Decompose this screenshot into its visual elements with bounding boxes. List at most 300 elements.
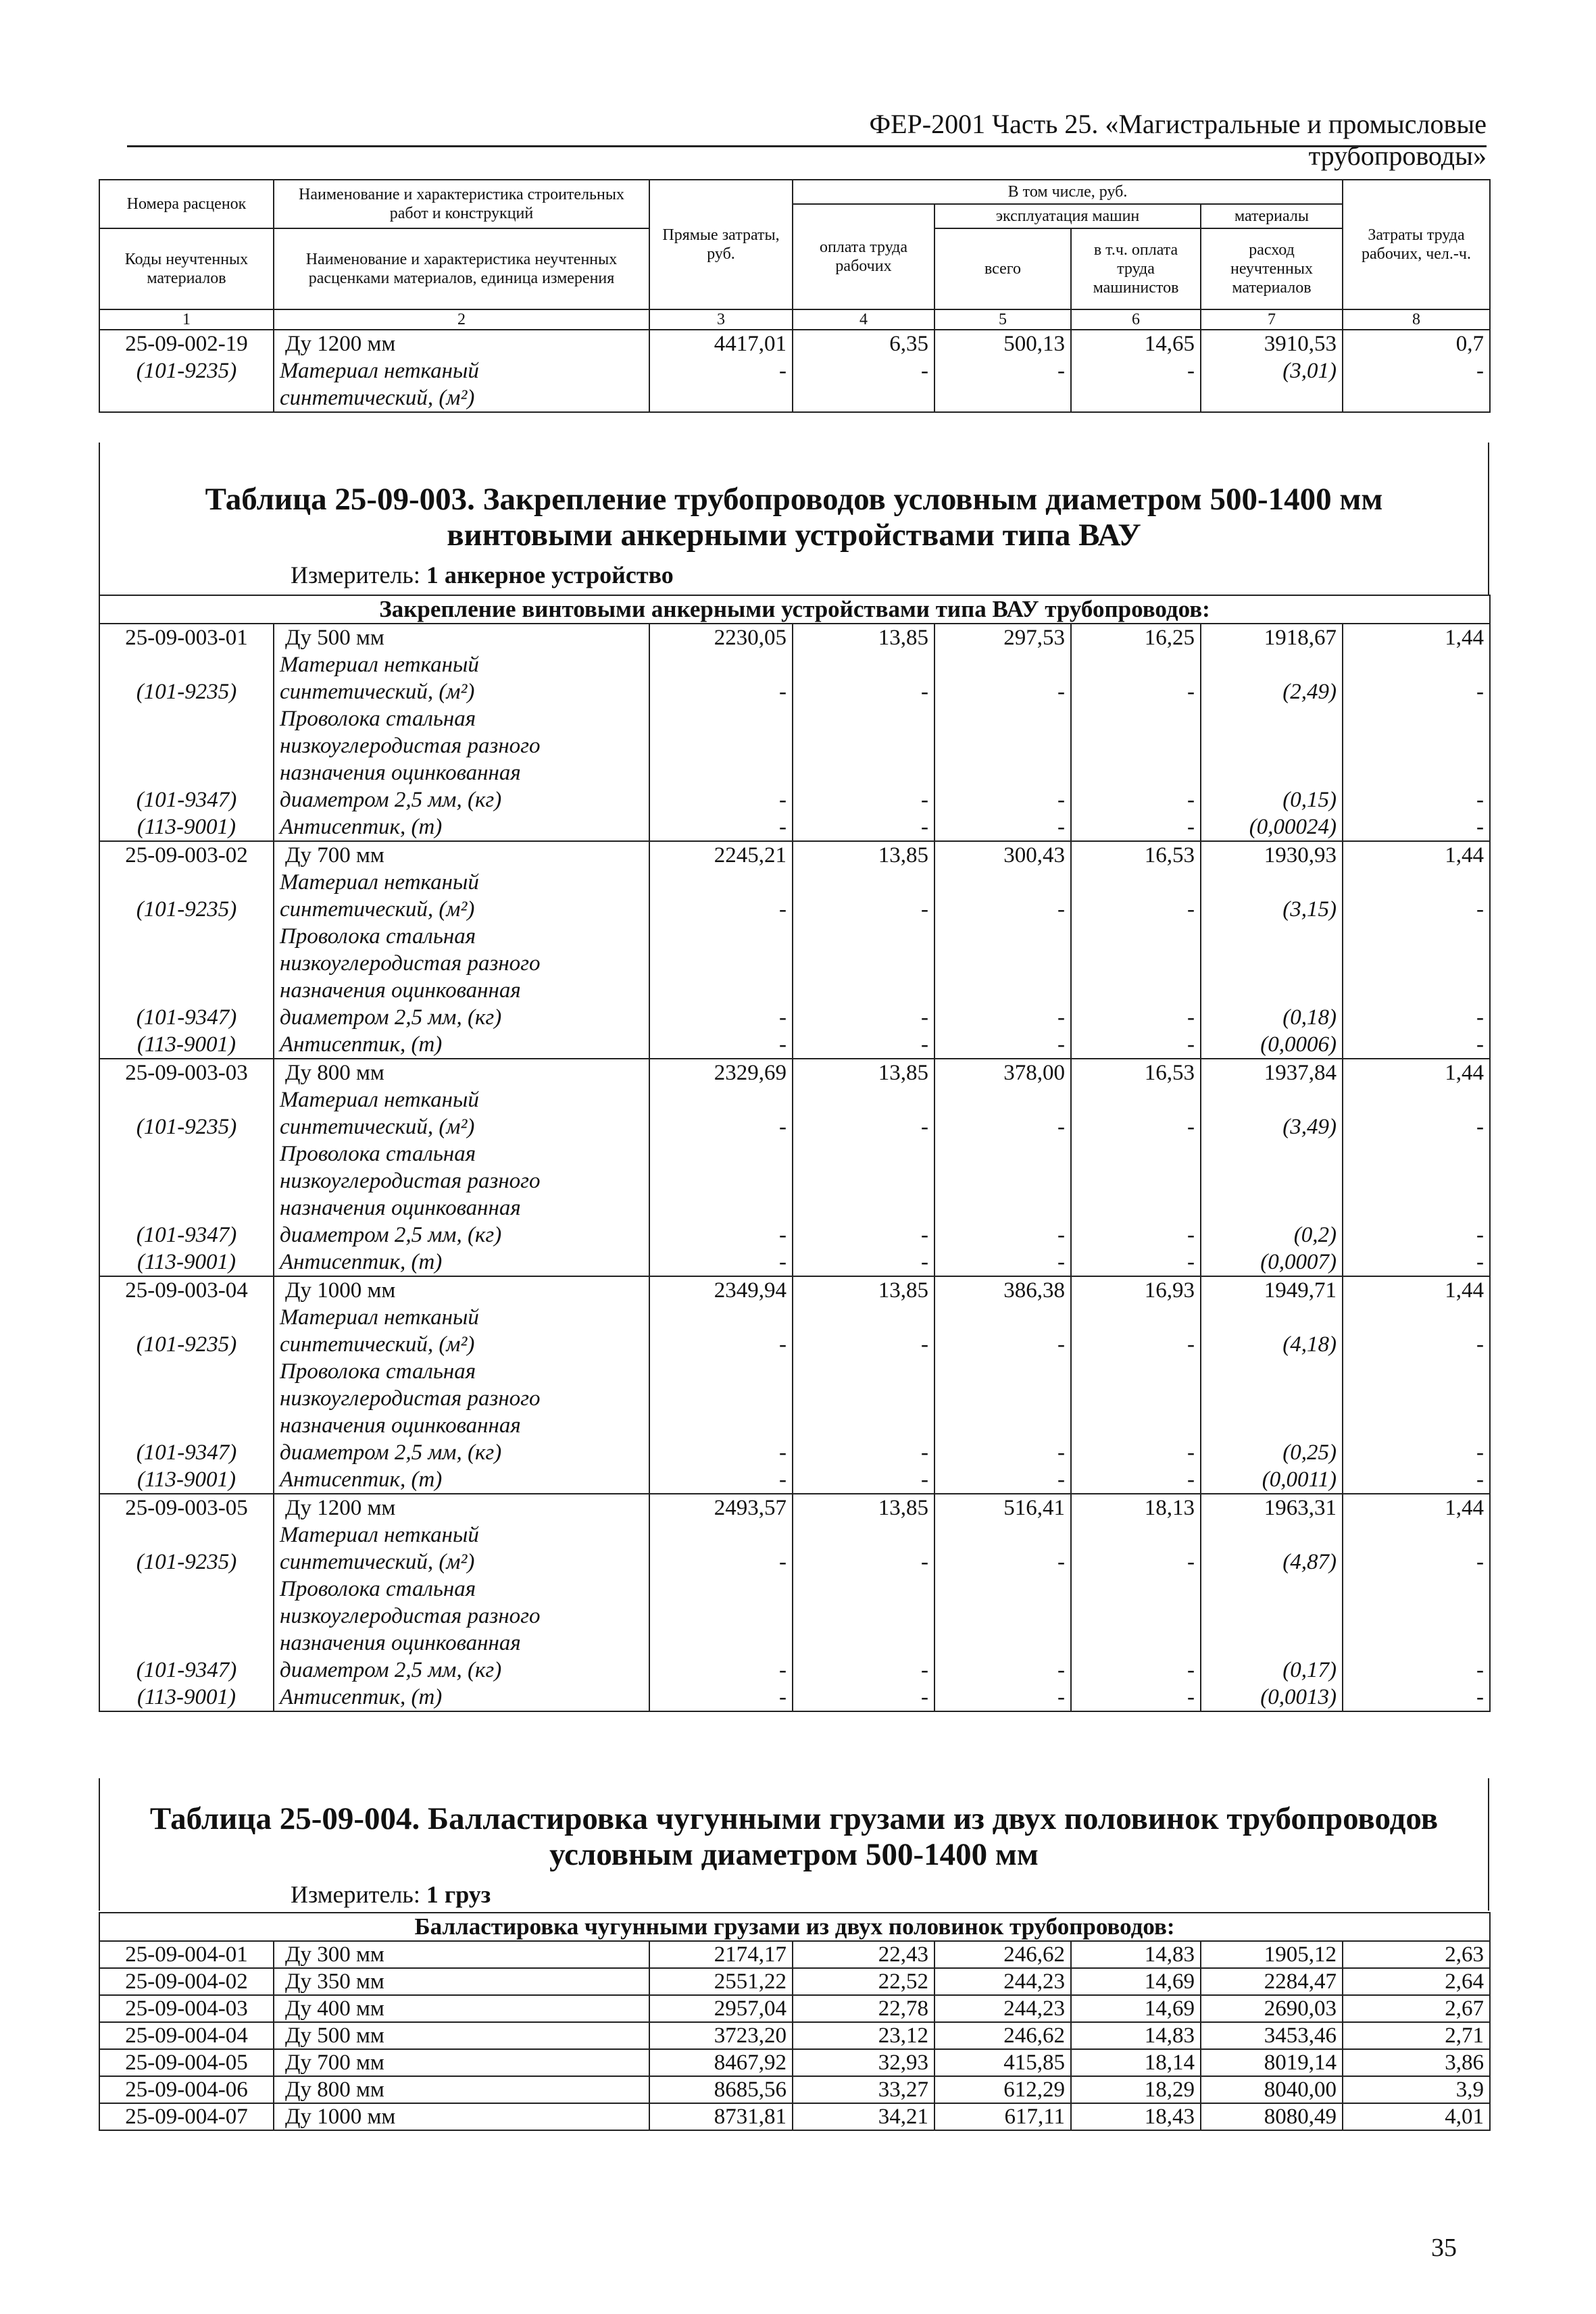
material-row — [99, 1684, 1490, 1711]
material-name-line: Материал нетканый — [280, 1523, 479, 1547]
work-name: Ду 1200 мм — [274, 330, 649, 357]
dash: - — [649, 1031, 793, 1059]
dash: - — [1071, 1249, 1201, 1276]
dash: - — [1343, 813, 1490, 841]
material-name-line: синтетический, (м²) — [280, 1550, 475, 1574]
work-name: Ду 500 мм — [274, 624, 649, 651]
dash: - — [649, 651, 793, 705]
table-row — [99, 2076, 1490, 2103]
material-name-line: синтетический, (м²) — [280, 680, 475, 704]
machine-total: 246,62 — [934, 2022, 1071, 2049]
material-name-line: назначения оцинкованная — [280, 761, 521, 785]
direct-cost: 2957,04 — [649, 1995, 793, 2022]
material-name-line: диаметром 2,5 мм, (кг) — [280, 1440, 502, 1465]
materials: 1937,84 — [1201, 1059, 1343, 1086]
material-name-line: Проволока стальная — [280, 707, 476, 731]
machinist-pay: 18,43 — [1071, 2103, 1201, 2130]
dash: - — [1071, 1576, 1201, 1684]
material-name — [274, 869, 649, 923]
rate-code: 25-09-003-03 — [99, 1059, 274, 1086]
machinist-pay: 14,83 — [1071, 2022, 1201, 2049]
material-name-line: Проволока стальная — [280, 1577, 476, 1601]
material-qty: (0,15) — [1201, 705, 1343, 813]
mach-header: эксплуатация машин — [934, 204, 1201, 228]
direct-cost: 3723,20 — [649, 2022, 793, 2049]
dash: - — [1343, 651, 1490, 705]
material-name-line: низкоуглеродистая разного — [280, 1604, 541, 1628]
labor-pay: 13,85 — [793, 1494, 934, 1521]
material-code: (101-9347) — [99, 923, 274, 1031]
dash: - — [793, 651, 934, 705]
labor-hours: 3,9 — [1343, 2076, 1490, 2103]
material-name — [274, 1086, 649, 1140]
work-name: Ду 1000 мм — [274, 2103, 649, 2130]
material-qty: (0,00024) — [1201, 813, 1343, 841]
meter-label: Измеритель: — [291, 561, 420, 588]
material-qty: (0,0006) — [1201, 1031, 1343, 1059]
machinist-pay: 14,69 — [1071, 1995, 1201, 2022]
dash: - — [649, 1521, 793, 1576]
colnum-7: 7 — [1201, 309, 1343, 330]
dash: - — [793, 1466, 934, 1494]
material-code: (101-9347) — [99, 1140, 274, 1249]
labor-hours: 1,44 — [1343, 1276, 1490, 1304]
work-name: Ду 1200 мм — [274, 1494, 649, 1521]
machine-total: 617,11 — [934, 2103, 1071, 2130]
rate-code: 25-09-004-07 — [99, 2103, 274, 2130]
material-row — [99, 1031, 1490, 1059]
dash: - — [1343, 1249, 1490, 1276]
labor-hours: 2,64 — [1343, 1968, 1490, 1995]
dash: - — [934, 1521, 1071, 1576]
direct-cost: 8685,56 — [649, 2076, 793, 2103]
labor-hours: 4,01 — [1343, 2103, 1490, 2130]
dash: - — [934, 357, 1071, 412]
dash: - — [649, 869, 793, 923]
dash: - — [1071, 869, 1201, 923]
material-row — [99, 869, 1490, 923]
dash: - — [793, 1304, 934, 1358]
table-row — [99, 2022, 1490, 2049]
running-header: ФЕР-2001 Часть 25. «Магистральные и промысловые трубопроводы» — [869, 109, 1487, 171]
material-name-line: Материал нетканый — [280, 359, 479, 383]
dash: - — [1071, 1521, 1201, 1576]
material-name-line: Проволока стальная — [280, 1142, 476, 1166]
colnum-8: 8 — [1343, 309, 1490, 330]
dash: - — [1343, 1684, 1490, 1711]
material-name — [274, 813, 649, 841]
dash: - — [1071, 1358, 1201, 1466]
colnum-3: 3 — [649, 309, 793, 330]
dash: - — [934, 651, 1071, 705]
material-code: (101-9235) — [99, 1304, 274, 1358]
rate-code: 25-09-003-02 — [99, 841, 274, 869]
material-row — [99, 923, 1490, 1031]
materials: 1905,12 — [1201, 1941, 1343, 1968]
table-row — [99, 330, 1490, 357]
material-name-line: диаметром 2,5 мм, (кг) — [280, 1005, 502, 1030]
dash: - — [649, 1684, 793, 1711]
material-row — [99, 1249, 1490, 1276]
work-name: Ду 700 мм — [274, 2049, 649, 2076]
work-name: Ду 700 мм — [274, 841, 649, 869]
table4-meter — [291, 1880, 491, 1909]
colnum-2: 2 — [274, 309, 649, 330]
materials: 1949,71 — [1201, 1276, 1343, 1304]
dash: - — [1343, 1031, 1490, 1059]
labor-pay: 13,85 — [793, 1059, 934, 1086]
work-name: Ду 500 мм — [274, 2022, 649, 2049]
dash: - — [793, 1086, 934, 1140]
material-code: (101-9235) — [99, 869, 274, 923]
material-row — [99, 1466, 1490, 1494]
dash: - — [649, 357, 793, 412]
material-row — [99, 651, 1490, 705]
material-name-line: синтетический, (м²) — [280, 386, 475, 410]
colnum-5: 5 — [934, 309, 1071, 330]
table-row — [99, 2049, 1490, 2076]
dash: - — [934, 1466, 1071, 1494]
machine-total: 500,13 — [934, 330, 1071, 357]
dash: - — [649, 1576, 793, 1684]
material-name-line: диаметром 2,5 мм, (кг) — [280, 788, 502, 812]
material-row — [99, 813, 1490, 841]
dash: - — [1343, 357, 1490, 412]
rate-code: 25-09-004-02 — [99, 1968, 274, 1995]
labor-hours: 2,63 — [1343, 1941, 1490, 1968]
direct-cost: 2245,21 — [649, 841, 793, 869]
materials: 8019,14 — [1201, 2049, 1343, 2076]
material-name-line: диаметром 2,5 мм, (кг) — [280, 1223, 502, 1247]
direct-cost: 4417,01 — [649, 330, 793, 357]
dash: - — [934, 1684, 1071, 1711]
meter-value: 1 груз — [426, 1881, 491, 1908]
material-code: (101-9347) — [99, 705, 274, 813]
dash: - — [793, 1576, 934, 1684]
machine-total: 300,43 — [934, 841, 1071, 869]
dash: - — [1071, 357, 1201, 412]
labor-pay: 13,85 — [793, 841, 934, 869]
incl-header: В том числе, руб. — [793, 180, 1343, 204]
material-name-line: Антисептик, (т) — [280, 1685, 443, 1709]
table-row — [99, 2103, 1490, 2130]
dash: - — [934, 1086, 1071, 1140]
dash: - — [649, 705, 793, 813]
col1-top-header: Номера расценок — [99, 180, 274, 228]
dash: - — [934, 1249, 1071, 1276]
colnum-6: 6 — [1071, 309, 1201, 330]
machinist-pay: 16,93 — [1071, 1276, 1201, 1304]
material-name-line: синтетический, (м²) — [280, 897, 475, 922]
materials: 1963,31 — [1201, 1494, 1343, 1521]
direct-cost: 2174,17 — [649, 1941, 793, 1968]
machinist-pay: 18,29 — [1071, 2076, 1201, 2103]
table4-section-header: Балластировка чугунными грузами из двух половинок трубопроводов: — [99, 1913, 1490, 1941]
table-25-09-004 — [99, 1912, 1491, 2131]
material-row — [99, 1521, 1490, 1576]
materials: 2690,03 — [1201, 1995, 1343, 2022]
material-name — [274, 1031, 649, 1059]
material-name-line: Антисептик, (т) — [280, 1250, 443, 1274]
labor-hours: 0,7 — [1343, 330, 1490, 357]
dash: - — [934, 705, 1071, 813]
material-name-line: низкоуглеродистая разного — [280, 734, 541, 758]
material-row — [99, 1358, 1490, 1466]
mat-header: материалы — [1201, 204, 1343, 228]
table4-title-line2: условным диаметром 500-1400 мм — [549, 1837, 1039, 1872]
table-row — [99, 841, 1490, 869]
dash: - — [793, 1358, 934, 1466]
material-name-line: диаметром 2,5 мм, (кг) — [280, 1658, 502, 1682]
col6-header: в т.ч. оплата труда машинистов — [1071, 228, 1201, 309]
material-code: (113-9001) — [99, 1684, 274, 1711]
labor-hours: 3,86 — [1343, 2049, 1490, 2076]
dash: - — [649, 923, 793, 1031]
material-name-line: синтетический, (м²) — [280, 1115, 475, 1139]
dash: - — [934, 1304, 1071, 1358]
dash: - — [934, 1358, 1071, 1466]
dash: - — [649, 1249, 793, 1276]
machinist-pay: 14,65 — [1071, 330, 1201, 357]
material-name — [274, 1140, 649, 1249]
material-name — [274, 1684, 649, 1711]
material-qty: (2,49) — [1201, 651, 1343, 705]
meter-value: 1 анкерное устройство — [426, 561, 674, 588]
dash: - — [793, 869, 934, 923]
dash: - — [934, 1140, 1071, 1249]
column-header-table — [99, 179, 1491, 413]
material-qty: (4,87) — [1201, 1521, 1343, 1576]
col3-header: Прямые затраты, руб. — [649, 180, 793, 309]
material-code: (113-9001) — [99, 1031, 274, 1059]
machinist-pay: 18,13 — [1071, 1494, 1201, 1521]
machine-total: 244,23 — [934, 1995, 1071, 2022]
material-qty: (3,01) — [1201, 357, 1343, 412]
materials: 2284,47 — [1201, 1968, 1343, 1995]
dash: - — [1343, 1304, 1490, 1358]
dash: - — [934, 869, 1071, 923]
labor-pay: 22,52 — [793, 1968, 934, 1995]
labor-pay: 32,93 — [793, 2049, 934, 2076]
labor-hours: 2,67 — [1343, 1995, 1490, 2022]
material-name-line: Антисептик, (т) — [280, 815, 443, 839]
dash: - — [649, 1086, 793, 1140]
material-name — [274, 1576, 649, 1684]
table-row — [99, 1995, 1490, 2022]
material-code: (101-9235) — [99, 357, 274, 412]
rate-code: 25-09-004-03 — [99, 1995, 274, 2022]
dash: - — [1071, 923, 1201, 1031]
machinist-pay: 14,83 — [1071, 1941, 1201, 1968]
table-row — [99, 1276, 1490, 1304]
page-number: 35 — [1431, 2234, 1457, 2262]
direct-cost: 2329,69 — [649, 1059, 793, 1086]
dash: - — [1071, 1684, 1201, 1711]
labor-hours: 1,44 — [1343, 624, 1490, 651]
dash: - — [934, 813, 1071, 841]
material-code: (101-9235) — [99, 651, 274, 705]
material-name-line: Проволока стальная — [280, 924, 476, 949]
dash: - — [793, 1684, 934, 1711]
materials: 8040,00 — [1201, 2076, 1343, 2103]
rate-code: 25-09-004-04 — [99, 2022, 274, 2049]
dash: - — [793, 705, 934, 813]
table3-title-line1: Таблица 25-09-003. Закрепление трубопроводов условным диаметром 500-1400 мм — [205, 482, 1383, 517]
material-name — [274, 923, 649, 1031]
machine-total: 297,53 — [934, 624, 1071, 651]
materials: 3453,46 — [1201, 2022, 1343, 2049]
material-qty: (0,2) — [1201, 1140, 1343, 1249]
table-row — [99, 1968, 1490, 1995]
direct-cost: 2230,05 — [649, 624, 793, 651]
col2-top-header: Наименование и характеристика строительных работ и конструкций — [274, 180, 649, 228]
material-row — [99, 705, 1490, 813]
dash: - — [1343, 869, 1490, 923]
col1-bottom-header: Коды неучтенных материалов — [99, 228, 274, 309]
direct-cost: 2349,94 — [649, 1276, 793, 1304]
machine-total: 612,29 — [934, 2076, 1071, 2103]
labor-hours: 2,71 — [1343, 2022, 1490, 2049]
material-name-line: Материал нетканый — [280, 653, 479, 677]
dash: - — [649, 1304, 793, 1358]
dash: - — [793, 1140, 934, 1249]
labor-pay: 22,78 — [793, 1995, 934, 2022]
material-qty: (0,25) — [1201, 1358, 1343, 1466]
material-qty: (0,0011) — [1201, 1466, 1343, 1494]
dash: - — [793, 1249, 934, 1276]
dash: - — [793, 923, 934, 1031]
material-name — [274, 1521, 649, 1576]
work-name: Ду 300 мм — [274, 1941, 649, 1968]
rate-code: 25-09-004-05 — [99, 2049, 274, 2076]
labor-pay: 22,43 — [793, 1941, 934, 1968]
table-row — [99, 624, 1490, 651]
header-rule — [127, 145, 1487, 147]
material-name-line: Материал нетканый — [280, 1305, 479, 1330]
labor-pay: 13,85 — [793, 624, 934, 651]
table-25-09-003 — [99, 595, 1491, 1712]
direct-cost: 8467,92 — [649, 2049, 793, 2076]
material-name — [274, 651, 649, 705]
machine-total: 244,23 — [934, 1968, 1071, 1995]
material-name-line: синтетический, (м²) — [280, 1332, 475, 1357]
machine-total: 415,85 — [934, 2049, 1071, 2076]
dash: - — [934, 1576, 1071, 1684]
material-name — [274, 1358, 649, 1466]
material-name-line: Антисептик, (т) — [280, 1032, 443, 1057]
dash: - — [1343, 705, 1490, 813]
rate-code: 25-09-004-06 — [99, 2076, 274, 2103]
material-code: (101-9347) — [99, 1576, 274, 1684]
dash: - — [1071, 813, 1201, 841]
material-name-line: Материал нетканый — [280, 870, 479, 895]
material-name-line: назначения оцинкованная — [280, 978, 521, 1003]
dash: - — [649, 813, 793, 841]
labor-pay: 13,85 — [793, 1276, 934, 1304]
colnum-4: 4 — [793, 309, 934, 330]
direct-cost: 8731,81 — [649, 2103, 793, 2130]
labor-pay: 34,21 — [793, 2103, 934, 2130]
direct-cost: 2493,57 — [649, 1494, 793, 1521]
material-row — [99, 1140, 1490, 1249]
dash: - — [1071, 651, 1201, 705]
material-row — [99, 1304, 1490, 1358]
machine-total: 378,00 — [934, 1059, 1071, 1086]
material-row — [99, 357, 1490, 412]
material-name-line: низкоуглеродистая разного — [280, 1386, 541, 1411]
machinist-pay: 14,69 — [1071, 1968, 1201, 1995]
dash: - — [793, 1031, 934, 1059]
dash: - — [1343, 1466, 1490, 1494]
labor-hours: 1,44 — [1343, 841, 1490, 869]
col8-header: Затраты труда рабочих, чел.-ч. — [1343, 180, 1490, 309]
rate-code: 25-09-004-01 — [99, 1941, 274, 1968]
material-qty: (0,0013) — [1201, 1684, 1343, 1711]
labor-pay: 23,12 — [793, 2022, 934, 2049]
material-name-line: низкоуглеродистая разного — [280, 1169, 541, 1193]
dash: - — [1071, 705, 1201, 813]
dash: - — [649, 1140, 793, 1249]
table-row — [99, 1941, 1490, 1968]
dash: - — [649, 1358, 793, 1466]
material-qty: (0,17) — [1201, 1576, 1343, 1684]
labor-hours: 1,44 — [1343, 1059, 1490, 1086]
meter-label: Измеритель: — [291, 1881, 420, 1908]
col5-header: всего — [934, 228, 1071, 309]
material-qty: (3,15) — [1201, 869, 1343, 923]
dash: - — [793, 357, 934, 412]
work-name: Ду 800 мм — [274, 1059, 649, 1086]
dash: - — [1071, 1304, 1201, 1358]
dash: - — [1343, 1140, 1490, 1249]
dash: - — [1343, 1086, 1490, 1140]
material-code: (113-9001) — [99, 1249, 274, 1276]
material-code: (113-9001) — [99, 813, 274, 841]
dash: - — [649, 1466, 793, 1494]
material-name-line: назначения оцинкованная — [280, 1631, 521, 1655]
direct-cost: 2551,22 — [649, 1968, 793, 1995]
material-name-line: Материал нетканый — [280, 1088, 479, 1112]
table-row — [99, 1494, 1490, 1521]
materials: 1930,93 — [1201, 841, 1343, 869]
dash: - — [793, 813, 934, 841]
dash: - — [1343, 1576, 1490, 1684]
labor-pay: 33,27 — [793, 2076, 934, 2103]
work-name: Ду 350 мм — [274, 1968, 649, 1995]
materials: 3910,53 — [1201, 330, 1343, 357]
machinist-pay: 16,25 — [1071, 624, 1201, 651]
table-row — [99, 1059, 1490, 1086]
material-qty: (0,0007) — [1201, 1249, 1343, 1276]
dash: - — [934, 1031, 1071, 1059]
dash: - — [1343, 1358, 1490, 1466]
rate-code: 25-09-003-01 — [99, 624, 274, 651]
material-name — [274, 1466, 649, 1494]
dash: - — [1071, 1031, 1201, 1059]
labor-pay: 6,35 — [793, 330, 934, 357]
materials: 8080,49 — [1201, 2103, 1343, 2130]
dash: - — [1343, 923, 1490, 1031]
material-qty: (4,18) — [1201, 1304, 1343, 1358]
machinist-pay: 16,53 — [1071, 1059, 1201, 1086]
material-name-line: Антисептик, (т) — [280, 1467, 443, 1492]
material-qty: (0,18) — [1201, 923, 1343, 1031]
material-name-line: Проволока стальная — [280, 1359, 476, 1384]
work-name: Ду 800 мм — [274, 2076, 649, 2103]
material-name — [274, 357, 649, 412]
table3-title-line2: винтовыми анкерными устройствами типа ВАУ — [447, 518, 1141, 553]
material-name — [274, 1304, 649, 1358]
